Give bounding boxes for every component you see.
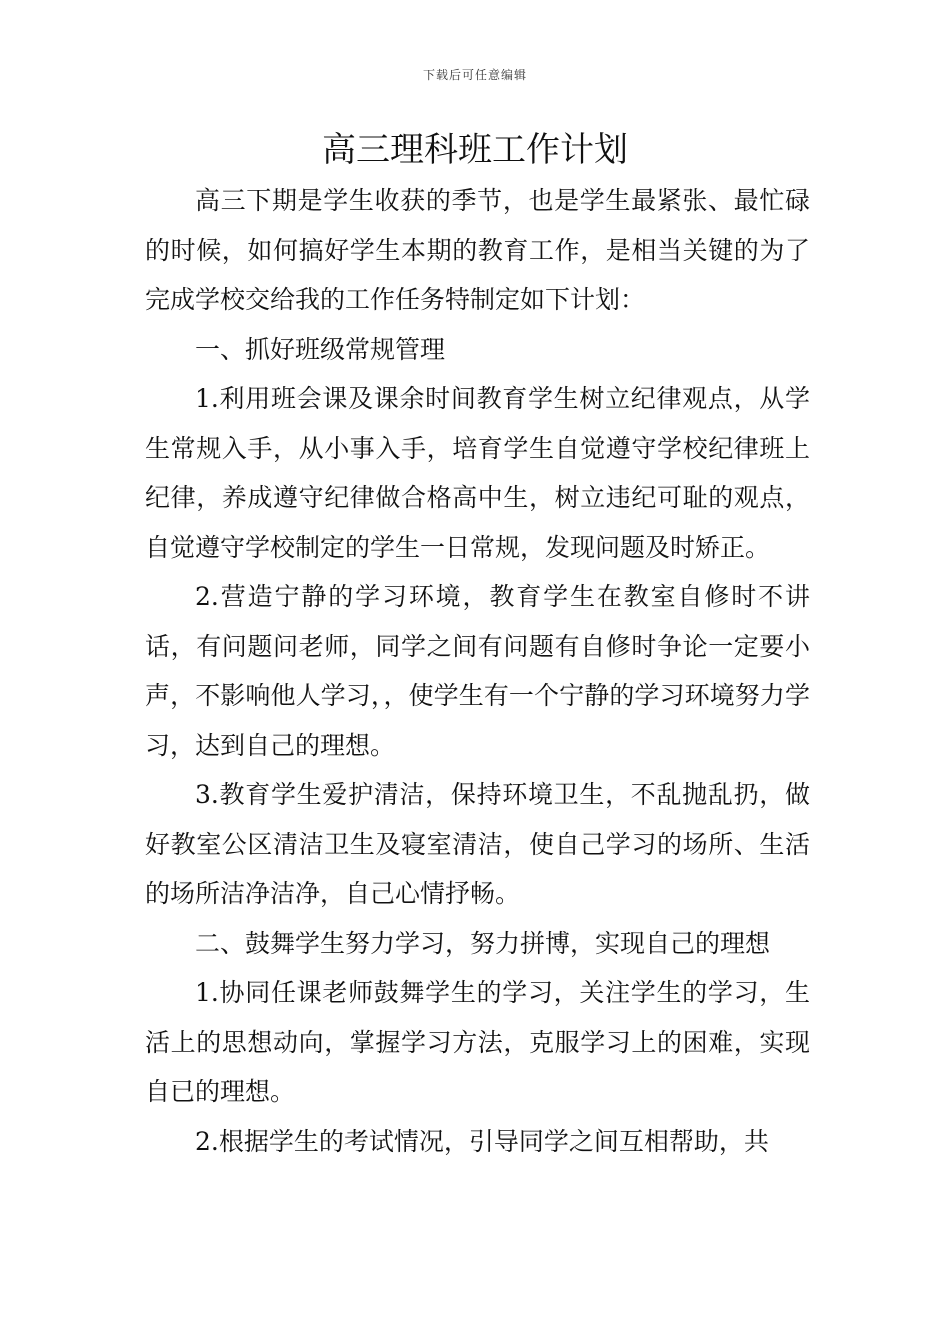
header-note: 下载后可任意编辑 [422,68,527,82]
section-heading-2: 二、鼓舞学生努力学习，努力拼博，实现自己的理想 [195,928,771,958]
section-2-item-1: 1.协同任课老师鼓舞学生的学习，关注学生的学习，生活上的思想动向，掌握学习方法，克服学习上的困难，实现自已的理想。 [145,978,810,1106]
section-heading-1: 一、抓好班级常规管理 [195,334,446,364]
section-1-item-3: 3.教育学生爱护清洁，保持环境卫生，不乱抛乱扔，做好教室公区清洁卫生及寝室清洁，使自己学习的场所、生活的场所洁净洁净，自己心情抒畅。 [145,780,810,908]
section-1-item-2: 2.营造宁静的学习环境，教育学生在教室自修时不讲话，有问题问老师，同学之间有问题有自修时争论一定要小声，不影响他人学习，，使学生有一个宁静的学习环境努力学习，达到自己的理想。 [145,582,810,760]
section-2-item-2: 2.根据学生的考试情况，引导同学之间互相帮助，共 [195,1126,769,1156]
intro-paragraph: 高三下期是学生收获的季节，也是学生最紧张、最忙碌的时候，如何搞好学生本期的教育工作，是相当关键的为了完成学校交给我的工作任务特制定如下计划： [145,186,810,314]
document-title: 高三理科班工作计划 [322,130,628,170]
document-body [145,176,810,1166]
section-1-item-1: 1.利用班会课及课余时间教育学生树立纪律观点，从学生常规入手，从小事入手，培育学生自觉遵守学校纪律班上纪律，养成遵守纪律做合格高中生，树立违纪可耻的观点，自觉遵守学校制定的学生一日常规，发现问题及时矫正。 [145,384,810,562]
